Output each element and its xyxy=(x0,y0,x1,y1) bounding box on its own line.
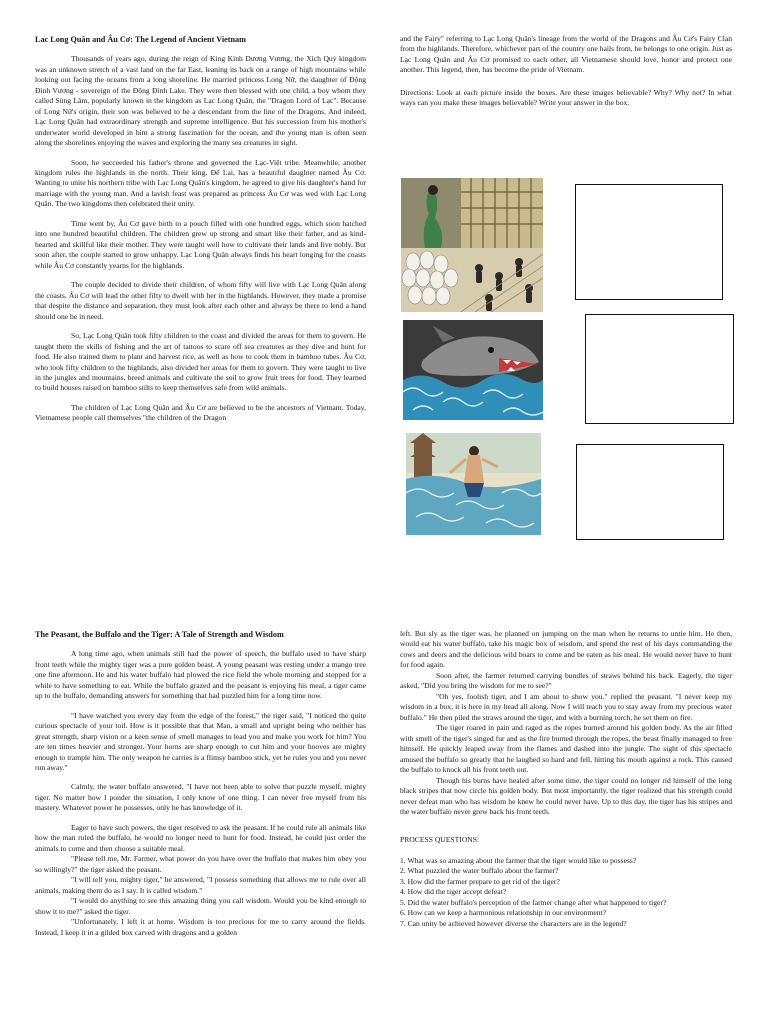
tiger-paragraph: "I would do anything to see this amazing thing you call wisdom. Would you be kind enough to show it to me?" asked the tiger. xyxy=(35,896,366,916)
legend-paragraph: Thousands of years ago, during the reign of King Kinh Dương Vương, the Xích Quỷ kingdom was an unknown stretch of a vast land on the far East, leaning its back on a range of high mountains while looking out facing the oceans from a long shoreline. He married princess Long Nữ, the daughter of Động Đình Vương - sovereign of the Động Đình Lake. They were then blessed with one child, a boy whom they called Sùng Lãm, popularly known in the kingdom as Lạc Long Quân, the "Dragon Lord of Lạc". Because of Long Nữ's origin, their son was believed to be a descendant from the line of the Dragons. And indeed, Lạc Long Quân had extraordinary strength and supreme intelligence. But his succession from his mother's underwater world developed in him a strong fascination for the ocean, and the young man is often seen along the shorelines enjoying the waves and exploring the many sea creatures in sight. xyxy=(35,54,366,148)
legend-paragraph: Soon, he succeeded his father's throne and governed the Lạc-Việt tribe. Meanwhile, another kingdom rules the highlands in the north. Their king, Đế Lai, has a beautiful daughter named Âu Cơ. Wanting to unite his northern tribe with Lạc Long Quân's kingdom, he agreed to give his daughter's hand for marriage with the young man. And a lavish feast was prepared as princess Âu Cơ was wed with Lạc Long Quân. The two kingdoms then celebrated their unity. xyxy=(35,157,366,209)
legend-continuation: and the Fairy" referring to Lạc Long Quân's lineage from the world of the Dragons and Âu Cơ's Fairy Clan from the highlands. Therefore, whichever part of the country one hails from, he belongs to one origin. Just as Lạc Long Quân and Âu Cơ promised to each other, all Vietnamese should love, honor and protect one another. This legend, then, has become the pride of Vietnam. xyxy=(400,34,732,75)
legend-image-eggs xyxy=(401,178,543,312)
process-questions-title: PROCESS QUESTIONS: xyxy=(400,835,480,845)
tiger-paragraph: A long time ago, when animals still had the power of speech, the buffalo used to have sharp front teeth while the mighty tiger was a pure golden beast. A young peasant was resting under a mango tree one fine afternoon. He and his water buffalo had plowed the rice field the whole morning and stopped for a while to have something to eat. While the buffalo grazed and the peasant is enjoying his meal, a tiger came up to the buffalo, demanding answers for something that had puzzled him for a long time now. xyxy=(35,649,366,701)
question-item: 4. How did the tiger accept defeat? xyxy=(400,887,507,897)
question-item: 6. How can we keep a harmonious relationship in our environment? xyxy=(400,908,607,918)
question-item: 7. Can unity be achieved however diverse the characters are in the legend? xyxy=(400,918,627,928)
answer-box-2[interactable] xyxy=(585,314,734,424)
tiger-paragraph: "I will tell you, mighty tiger," he answered, "I possess something that allows me to rule over all animals, making them do as I say. It is called wisdom." xyxy=(35,875,366,895)
legend-paragraph: Time went by, Âu Cơ gave birth to a pouch filled with one hundred eggs, which soon hatched into one hundred beautiful children. The children grew up strong and smart like their father, and as kind-hearted and skillful like their mother. They were taught well how to cultivate their lands and live nobly. But soon after, the couple started to grow unhappy. Lạc Long Quân always finds his heart longing for the coasts while Âu Cơ constantly yearns for the highlands. xyxy=(35,218,366,270)
directions-text: Directions: Look at each picture inside the boxes. Are these images believable? Why? Why not? In what ways can you make these images believable? Write your answer in the box. xyxy=(400,87,732,108)
legend-paragraph: The children of Lạc Long Quân and Âu Cơ are believed to be the ancestors of Vietnam. Today, Vietnamese people call themselves "the children of the Dragon xyxy=(35,402,366,423)
question-item: 5. Did the water buffalo's perception of the farmer change after what happened to tiger? xyxy=(400,897,667,907)
tiger-continuation: Though his burns have healed after some time, the tiger could no longer rid himself of the long black stripes that now circle his golden body. But most importantly, the tiger realized that his strength could never defeat man who has wisdom he knew he could never have. Up to this day, the tiger has his stripes and the water buffalo never grew back his front teeth. xyxy=(400,775,732,816)
tiger-paragraph: "Please tell me, Mr. Farmer, what power do you have over the buffalo that makes him obey you so willingly?" the tiger asked the peasant. xyxy=(35,854,366,874)
question-item: 1. What was so amazing about the farmer that the tiger would like to possess? xyxy=(400,855,637,865)
tiger-continuation: The tiger roared in pain and raged as the ropes burned around his golden body. As the air filled with smell of the tiger's singed fur and as the fire burned through the ropes, the beast finally managed to free himself. He quickly leaped away from the flames and dashed into the jungle. The sight of this spectacle amused the buffalo so greatly that he laughed so hard and fell, hitting his mouth against a rock. This caused the buffalo to knock all his front teeth out. xyxy=(400,723,732,775)
legend-image-dragon xyxy=(403,320,543,420)
tiger-continuation: Soon after, the farmer returned carrying bundles of straws behind his back. Eagerly, the tiger asked, "Did you bring the wisdom for me to see?" xyxy=(400,670,732,691)
legend-paragraph: The couple decided to divide their children, of whom fifty will live with Lạc Long Quân along the coasts. Âu Cơ will lead the other fifty to dwell with her in the highlands. However, they made a promise that despite the distance and separation, they must look after each other and always be there to lend a hand should one be in need. xyxy=(35,280,366,321)
answer-box-1[interactable] xyxy=(575,184,723,300)
tiger-paragraph: "I have watched you every day from the edge of the forest," the tiger said, "I noticed the quite curious spectacle of your toil. How is it possible that that Man, a small and upright being who neither has great strength, sharp vision or a keen sense of smell manages to lead you and make you work for him? You are ten times heavier and stronger. Your horns are sharp enough to cut him and your hooves are mighty enough to trample him. The only weapon he carries is a flimsy bamboo stick, yet he rules you and you never run away." xyxy=(35,710,366,772)
tiger-column-right xyxy=(400,629,732,929)
tiger-paragraph: "Unfortunately, I left it at home. Wisdom is too precious for me to carry around the fields. Instead, I keep it in a gilded box carved with dragons and a golden xyxy=(35,917,366,937)
legend-column-right xyxy=(400,34,732,118)
answer-box-3[interactable] xyxy=(576,444,724,540)
tiger-paragraph: Eager to have such powers, the tiger resolved to ask the peasant. If he could rule all animals like how the man ruled the buffalo, he would no longer need to hunt for food. Instead, he could just order the animals to come and then choose a suitable meal. xyxy=(35,822,366,853)
legend-title: Lac Long Quân and Âu Cơ: The Legend of Ancient Vietnam xyxy=(35,35,246,44)
process-questions-list xyxy=(400,856,732,929)
tiger-column-left xyxy=(35,629,366,938)
tiger-paragraph: Calmly, the water buffalo answered, "I have not been able to solve that puzzle myself, mighty tiger. No matter how I ponder the situation, I only know of one thing. I can never free myself from his mastery. Whatever power he possesses, only he has knowledge of it. xyxy=(35,782,366,813)
legend-image-man-waves xyxy=(406,433,541,535)
legend-column-left xyxy=(35,34,366,433)
question-item: 3. How did the farmer prepare to get rid of the tiger? xyxy=(400,876,560,886)
legend-paragraph: So, Lạc Long Quân took fifty children to the coast and divided the areas for them to govern. He taught them the skills of fishing and the art of tattoos to scare off sea creatures as they dive and hunt for food. He also trained them to plant and harvest rice, as well as how to cook them in bamboo tubes. Âu Cơ, who took fifty children to the highlands, also divided her areas for them to govern. They were taught to live in the jungles and mountains, breed animals and cultivate the soil to grow fruit trees for food. They learned to build houses raised on bamboo stilts to keep themselves safe from wild animals. xyxy=(35,331,366,393)
tiger-continuation: "Oh yes, foolish tiger, and I am about to show you." replied the peasant. "I never keep my wisdom in a box, it is here in my head all along. Now I will teach you to stay away from my precious water buffalo." He then piled the straws around the tiger, and with a burning torch, he set them on fire. xyxy=(400,691,732,722)
tiger-continuation: left. But sly as the tiger was, he planned on jumping on the man when he returns to untie him. He then, would eat his water buffalo, take his magic box of wisdom, and spend the rest of his days commanding the cows and deers and the delicious wild boars to come and be eaten as his meal. He would never have to hunt for food again. xyxy=(400,629,732,670)
tiger-title: The Peasant, the Buffalo and the Tiger: A Tale of Strength and Wisdom xyxy=(35,630,284,639)
question-item: 2. What puzzled the water buffalo about the farmer? xyxy=(400,866,559,876)
